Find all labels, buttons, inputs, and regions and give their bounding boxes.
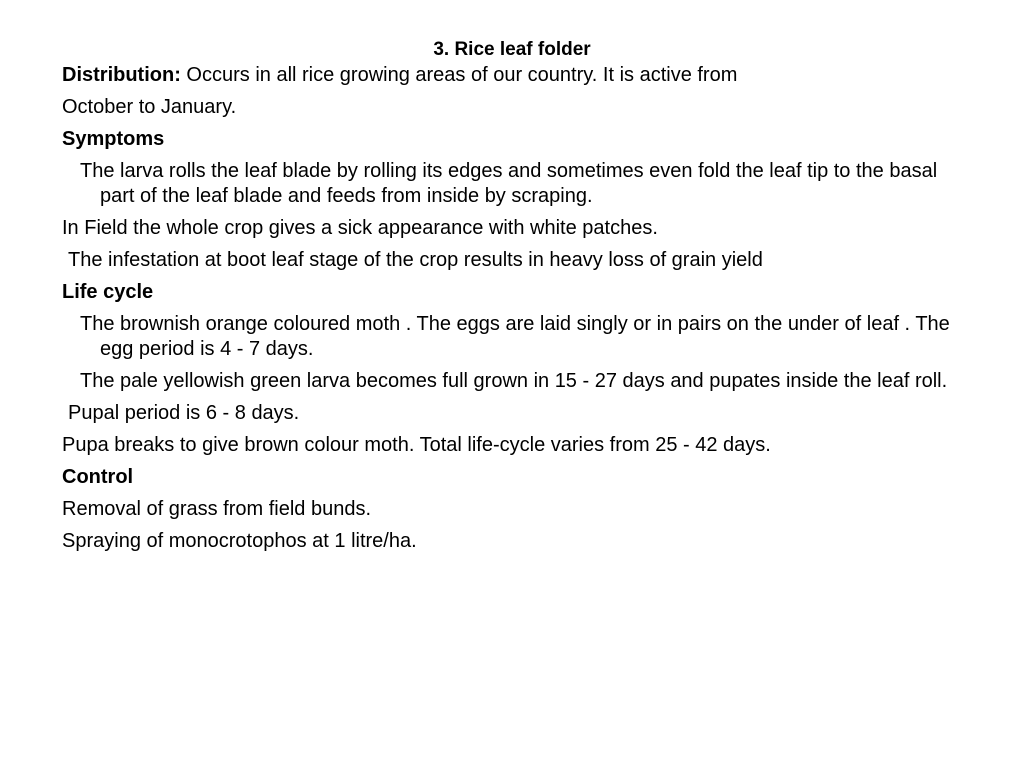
distribution-text-cont: October to January. [62, 96, 237, 118]
distribution-text: Occurs in all rice growing areas of our country. It is active from [180, 64, 738, 86]
symptoms-paragraph-2: In Field the whole crop gives a sick appearance with white patches. [62, 217, 658, 239]
symptoms-heading: Symptoms [62, 128, 165, 150]
life-cycle-paragraph-2: The pale yellowish green larva becomes full grown in 15 - 27 days and pupates inside the leaf roll. [80, 370, 948, 392]
control-paragraph-2: Spraying of monocrotophos at 1 litre/ha. [62, 530, 417, 552]
control-heading: Control [62, 466, 134, 488]
life-cycle-paragraph-1: The brownish orange coloured moth . The eggs are laid singly or in pairs on the under of leaf . The egg period is 4 - 7 days. [80, 313, 950, 360]
life-cycle-paragraph-3: Pupal period is 6 - 8 days. [68, 402, 300, 424]
life-cycle-paragraph-4: Pupa breaks to give brown colour moth. Total life-cycle varies from 25 - 42 days. [62, 434, 771, 456]
control-paragraph-1: Removal of grass from field bunds. [62, 498, 372, 520]
slide-body [62, 63, 962, 554]
life-cycle-heading: Life cycle [62, 281, 154, 303]
distribution-label: Distribution: [62, 64, 181, 86]
symptoms-paragraph-1: The larva rolls the leaf blade by rolling its edges and sometimes even fold the leaf tip to the basal part of the leaf blade and feeds from inside by scraping. [80, 160, 938, 207]
slide-title: 3. Rice leaf folder [433, 39, 591, 60]
symptoms-paragraph-3: The infestation at boot leaf stage of the crop results in heavy loss of grain yield [68, 249, 763, 271]
distribution-line [62, 63, 962, 88]
